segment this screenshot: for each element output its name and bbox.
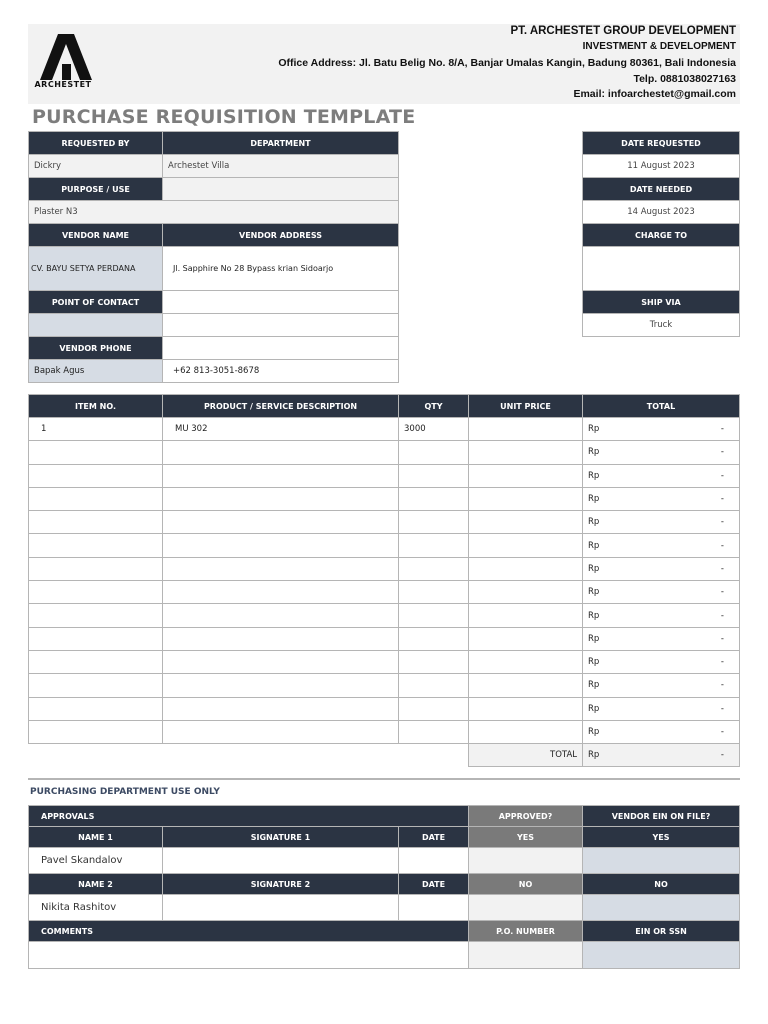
vendor-address-line-3[interactable] [163, 314, 399, 337]
purpose-header: PURPOSE / USE [29, 178, 163, 201]
ein-no-field[interactable] [583, 895, 740, 921]
item-no-cell[interactable] [29, 464, 163, 487]
approved-no-header: NO [469, 874, 583, 895]
description-cell[interactable] [163, 627, 399, 650]
line-total-currency: Rp [588, 517, 600, 528]
line-total-cell [583, 581, 740, 604]
date-needed-field[interactable]: 14 August 2023 [583, 201, 740, 224]
ein-ssn-field[interactable] [583, 942, 740, 969]
item-no-cell[interactable] [29, 581, 163, 604]
line-total-cell [583, 557, 740, 580]
table-row [29, 674, 740, 697]
vendor-phone-header: VENDOR PHONE [29, 337, 163, 360]
line-total-value: - [720, 494, 724, 505]
description-cell[interactable]: MU 302 [163, 418, 399, 441]
line-total-currency: Rp [588, 540, 600, 551]
item-no-cell[interactable] [29, 650, 163, 673]
item-no-cell[interactable] [29, 627, 163, 650]
company-phone: Telp. 0881038027163 [633, 73, 736, 85]
unit-price-cell[interactable] [469, 511, 583, 534]
section-divider [28, 778, 740, 780]
unit-price-cell[interactable] [469, 674, 583, 697]
description-cell[interactable] [163, 604, 399, 627]
ein-yes-field[interactable] [583, 848, 740, 874]
item-no-cell[interactable] [29, 441, 163, 464]
page-title: PURCHASE REQUISITION TEMPLATE [32, 106, 416, 128]
grand-total-label: TOTAL [469, 744, 583, 767]
line-total-currency: Rp [588, 587, 600, 598]
item-no-cell[interactable]: 1 [29, 418, 163, 441]
table-row [29, 650, 740, 673]
name2-field[interactable]: Nikita Rashitov [29, 895, 163, 921]
line-total-value: - [720, 610, 724, 621]
charge-to-header: CHARGE TO [583, 224, 740, 247]
company-name: PT. ARCHESTET GROUP DEVELOPMENT [510, 25, 736, 37]
table-row [29, 487, 740, 510]
description-cell[interactable] [163, 487, 399, 510]
ein-yes-header: YES [583, 827, 740, 848]
line-total-value: - [720, 563, 724, 574]
qty-cell[interactable] [399, 720, 469, 743]
items-table [28, 394, 740, 767]
qty-cell[interactable] [399, 697, 469, 720]
line-total-cell [583, 534, 740, 557]
line-total-currency: Rp [588, 470, 600, 481]
contact-phone-field[interactable]: +62 813-3051-8678 [163, 360, 399, 383]
line-total-cell [583, 627, 740, 650]
line-total-value: - [720, 657, 724, 668]
purchasing-section-label: PURCHASING DEPARTMENT USE ONLY [30, 787, 220, 797]
item-no-cell[interactable] [29, 604, 163, 627]
requested-by-field[interactable]: Dickry [29, 155, 163, 178]
description-cell[interactable] [163, 650, 399, 673]
signature1-field[interactable] [163, 848, 399, 874]
vendor-address-field[interactable]: Jl. Sapphire No 28 Bypass krian Sidoarjo [163, 247, 399, 291]
name1-field[interactable]: Pavel Skandalov [29, 848, 163, 874]
vendor-name-field[interactable]: CV. BAYU SETYA PERDANA [29, 247, 163, 291]
description-cell[interactable] [163, 441, 399, 464]
qty-cell[interactable] [399, 650, 469, 673]
qty-cell[interactable] [399, 487, 469, 510]
requested-by-header: REQUESTED BY [29, 132, 163, 155]
line-total-value: - [720, 703, 724, 714]
company-tagline: INVESTMENT & DEVELOPMENT [582, 41, 736, 52]
table-row [29, 697, 740, 720]
unit-price-cell[interactable] [469, 581, 583, 604]
unit-price-cell[interactable] [469, 697, 583, 720]
signature2-header: SIGNATURE 2 [163, 874, 399, 895]
description-cell[interactable] [163, 581, 399, 604]
point-of-contact-header: POINT OF CONTACT [29, 291, 163, 314]
date-requested-field[interactable]: 11 August 2023 [583, 155, 740, 178]
table-row [29, 511, 740, 534]
table-row [29, 581, 740, 604]
grand-total-currency: Rp [588, 750, 600, 761]
qty-cell[interactable] [399, 674, 469, 697]
line-total-cell [583, 697, 740, 720]
line-total-currency: Rp [588, 447, 600, 458]
grand-total-value: - [720, 750, 724, 761]
line-total-cell [583, 487, 740, 510]
description-cell[interactable] [163, 720, 399, 743]
unit-price-cell[interactable] [469, 720, 583, 743]
line-total-currency: Rp [588, 657, 600, 668]
vendor-ein-header: VENDOR EIN ON FILE? [583, 806, 740, 827]
unit-price-cell[interactable] [469, 627, 583, 650]
table-row [29, 441, 740, 464]
date1-field[interactable] [399, 848, 469, 874]
charge-to-field[interactable] [583, 247, 740, 291]
date-needed-header: DATE NEEDED [583, 178, 740, 201]
company-header [28, 24, 740, 104]
line-total-currency: Rp [588, 610, 600, 621]
vendor-address-header: VENDOR ADDRESS [163, 224, 399, 247]
ein-no-header: NO [583, 874, 740, 895]
description-cell[interactable] [163, 511, 399, 534]
table-row [29, 604, 740, 627]
line-total-value: - [720, 540, 724, 551]
unit-price-cell[interactable] [469, 464, 583, 487]
qty-cell[interactable] [399, 511, 469, 534]
description-cell[interactable] [163, 674, 399, 697]
qty-cell[interactable] [399, 534, 469, 557]
line-total-value: - [720, 470, 724, 481]
comments-field[interactable] [29, 942, 469, 969]
point-of-contact-field[interactable] [29, 314, 163, 337]
item-no-cell[interactable] [29, 720, 163, 743]
qty-header: QTY [399, 395, 469, 418]
unit-price-cell[interactable] [469, 557, 583, 580]
unit-price-header: UNIT PRICE [469, 395, 583, 418]
line-total-currency: Rp [588, 727, 600, 737]
line-total-value: - [720, 680, 724, 691]
date2-header: DATE [399, 874, 469, 895]
line-total-value: - [720, 447, 724, 458]
table-row [29, 720, 740, 743]
qty-cell[interactable] [399, 581, 469, 604]
requester-info-table [28, 131, 399, 383]
ein-ssn-header: EIN OR SSN [583, 921, 740, 942]
vendor-address-line-4[interactable] [163, 337, 399, 360]
grand-total-cell [583, 744, 740, 767]
item-no-cell[interactable] [29, 557, 163, 580]
line-total-currency: Rp [588, 424, 600, 435]
purpose-field[interactable]: Plaster N3 [29, 201, 399, 224]
ship-via-field[interactable]: Truck [583, 314, 740, 337]
po-number-field[interactable] [469, 942, 583, 969]
line-total-currency: Rp [588, 494, 600, 505]
line-total-value: - [720, 727, 724, 737]
approved-yes-field[interactable] [469, 848, 583, 874]
line-total-currency: Rp [588, 563, 600, 574]
unit-price-cell[interactable] [469, 487, 583, 510]
table-row [29, 534, 740, 557]
unit-price-cell[interactable] [469, 441, 583, 464]
description-header: PRODUCT / SERVICE DESCRIPTION [163, 395, 399, 418]
ship-via-header: SHIP VIA [583, 291, 740, 314]
description-cell[interactable] [163, 464, 399, 487]
line-total-cell [583, 720, 740, 743]
date-requested-header: DATE REQUESTED [583, 132, 740, 155]
line-total-cell [583, 418, 740, 441]
unit-price-cell[interactable] [469, 418, 583, 441]
table-row [29, 418, 740, 441]
line-total-currency: Rp [588, 680, 600, 691]
approved-no-field[interactable] [469, 895, 583, 921]
name1-header: NAME 1 [29, 827, 163, 848]
description-cell[interactable] [163, 557, 399, 580]
vendor-address-line-2[interactable] [163, 291, 399, 314]
total-header: TOTAL [583, 395, 740, 418]
po-number-header: P.O. NUMBER [469, 921, 583, 942]
line-total-cell [583, 441, 740, 464]
line-total-value: - [720, 633, 724, 644]
item-no-cell[interactable] [29, 697, 163, 720]
line-total-value: - [720, 424, 724, 435]
description-cell[interactable] [163, 534, 399, 557]
name2-header: NAME 2 [29, 874, 163, 895]
vendor-name-header: VENDOR NAME [29, 224, 163, 247]
department-field[interactable]: Archestet Villa [163, 155, 399, 178]
item-no-cell[interactable] [29, 511, 163, 534]
comments-header: COMMENTS [29, 921, 469, 942]
table-row [29, 557, 740, 580]
line-total-cell [583, 604, 740, 627]
qty-cell[interactable] [399, 604, 469, 627]
line-total-currency: Rp [588, 703, 600, 714]
item-no-cell[interactable] [29, 674, 163, 697]
line-total-cell [583, 511, 740, 534]
signature1-header: SIGNATURE 1 [163, 827, 399, 848]
line-total-cell [583, 674, 740, 697]
line-total-cell [583, 650, 740, 673]
line-total-cell [583, 464, 740, 487]
dates-info-table [582, 131, 740, 337]
table-row [29, 464, 740, 487]
purchasing-table [28, 805, 740, 969]
item-no-cell[interactable] [29, 487, 163, 510]
signature2-field[interactable] [163, 895, 399, 921]
item-no-header: ITEM NO. [29, 395, 163, 418]
unit-price-cell[interactable] [469, 604, 583, 627]
approved-header: APPROVED? [469, 806, 583, 827]
approvals-header: APPROVALS [29, 806, 469, 827]
approved-yes-header: YES [469, 827, 583, 848]
unit-price-cell[interactable] [469, 650, 583, 673]
date1-header: DATE [399, 827, 469, 848]
qty-cell[interactable] [399, 557, 469, 580]
qty-cell[interactable] [399, 464, 469, 487]
qty-cell[interactable]: 3000 [399, 418, 469, 441]
company-email: Email: infoarchestet@gmail.com [573, 88, 736, 100]
date2-field[interactable] [399, 895, 469, 921]
company-address: Office Address: Jl. Batu Belig No. 8/A, Banjar Umalas Kangin, Badung 80361, Bali Indonesia [278, 57, 736, 69]
logo-text: ARCHESTET [34, 80, 92, 89]
line-total-value: - [720, 587, 724, 598]
table-row [29, 627, 740, 650]
department-header: DEPARTMENT [163, 132, 399, 155]
line-total-value: - [720, 517, 724, 528]
contact-name-field[interactable]: Bapak Agus [29, 360, 163, 383]
description-cell[interactable] [163, 697, 399, 720]
line-total-currency: Rp [588, 633, 600, 644]
unit-price-cell[interactable] [469, 534, 583, 557]
item-no-cell[interactable] [29, 534, 163, 557]
qty-cell[interactable] [399, 441, 469, 464]
qty-cell[interactable] [399, 627, 469, 650]
